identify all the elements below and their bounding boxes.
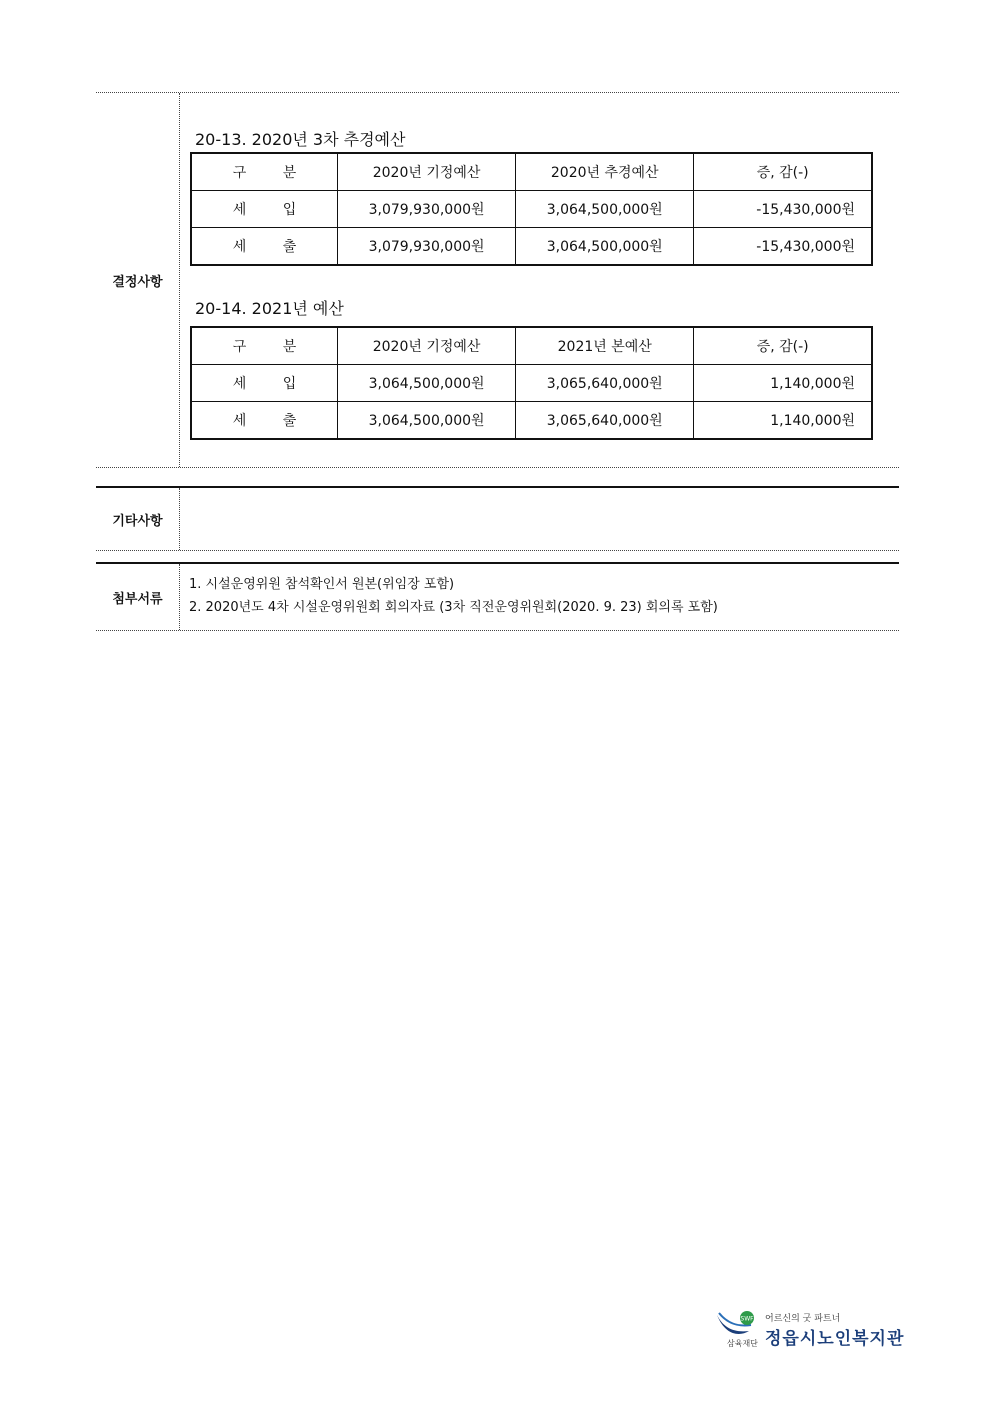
row-change: -15,430,000원 (694, 191, 872, 228)
table-header-row (191, 327, 872, 365)
row-original: 3,079,930,000원 (338, 191, 516, 228)
header-original-budget: 2020년 기정예산 (338, 153, 516, 191)
header-main-budget: 2021년 본예산 (516, 327, 694, 365)
header-original-budget: 2020년 기정예산 (338, 327, 516, 365)
row-category: 세 입 (191, 191, 338, 228)
other-section (96, 486, 899, 551)
table-row (191, 402, 872, 440)
header-category: 구 분 (191, 327, 338, 365)
header-category: 구 분 (191, 153, 338, 191)
row-category: 세 출 (191, 402, 338, 440)
row-original: 3,064,500,000원 (338, 402, 516, 440)
swoosh-logo-icon (715, 1309, 763, 1339)
table-header-row (191, 153, 872, 191)
row-category: 세 입 (191, 365, 338, 402)
decision-label: 결정사항 (96, 93, 180, 467)
header-revised-budget: 2020년 추경예산 (516, 153, 694, 191)
attachments-list (189, 573, 718, 619)
table-row (191, 191, 872, 228)
attachments-label: 첨부서류 (96, 564, 180, 630)
logo-mark-text: SWF (740, 1315, 754, 1323)
attachments-section (96, 562, 899, 631)
logo-name: 정읍시노인복지관 (765, 1329, 905, 1349)
table-row (191, 228, 872, 266)
row-revised: 3,064,500,000원 (516, 191, 694, 228)
organization-logo (715, 1309, 905, 1349)
row-revised: 3,064,500,000원 (516, 228, 694, 266)
row-change: -15,430,000원 (694, 228, 872, 266)
list-item: 2. 2020년도 4차 시설운영위원회 회의자료 (3차 직전운영위원회(2020. 9. 23) 회의록 포함) (189, 600, 718, 615)
other-label: 기타사항 (96, 488, 180, 550)
logo-foundation: 삼육재단 (727, 1339, 758, 1348)
row-change: 1,140,000원 (694, 365, 872, 402)
row-original: 3,064,500,000원 (338, 365, 516, 402)
decision-section (96, 92, 899, 468)
row-main: 3,065,640,000원 (516, 402, 694, 440)
header-change: 증, 감(-) (694, 327, 872, 365)
budget-table-2013 (190, 152, 873, 266)
budget-table-2014 (190, 326, 873, 440)
header-change: 증, 감(-) (694, 153, 872, 191)
row-main: 3,065,640,000원 (516, 365, 694, 402)
row-category: 세 출 (191, 228, 338, 266)
logo-tagline: 어르신의 굿 파트너 (765, 1314, 841, 1324)
row-change: 1,140,000원 (694, 402, 872, 440)
list-item: 1. 시설운영위원 참석확인서 원본(위임장 포함) (189, 577, 455, 592)
row-original: 3,079,930,000원 (338, 228, 516, 266)
table-row (191, 365, 872, 402)
budget-heading-2013: 20-13. 2020년 3차 추경예산 (195, 130, 406, 149)
budget-heading-2014: 20-14. 2021년 예산 (195, 299, 344, 318)
